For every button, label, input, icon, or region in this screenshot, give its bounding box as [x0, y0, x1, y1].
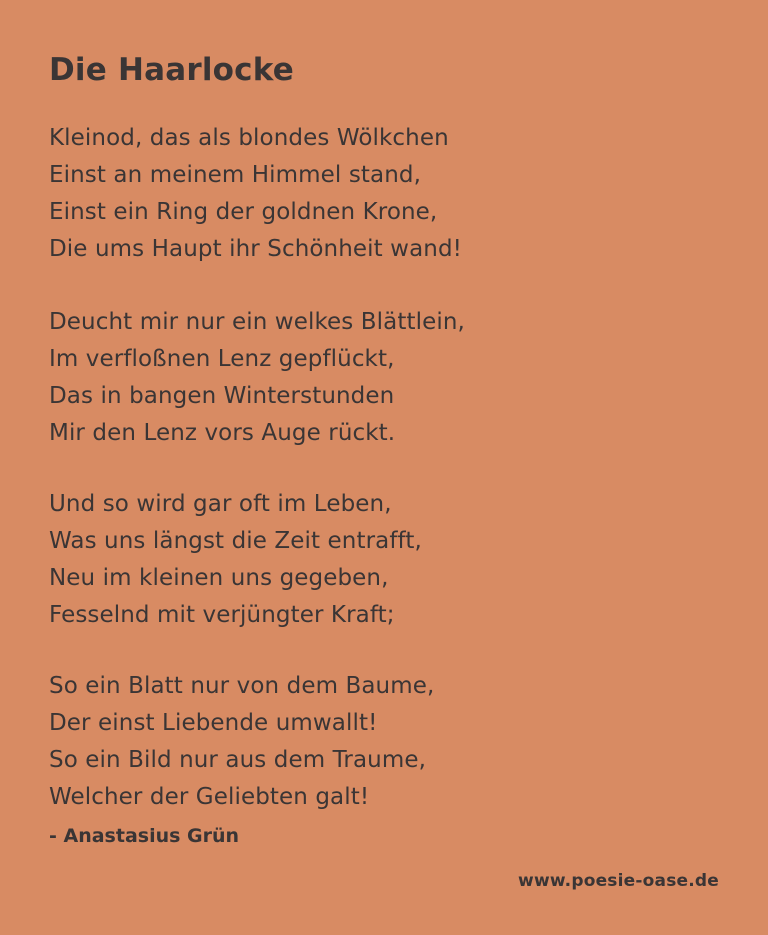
poem-line: Fesselnd mit verjüngter Kraft; — [49, 602, 395, 628]
poem-line: Die ums Haupt ihr Schönheit wand! — [49, 236, 462, 262]
poem-author: - Anastasius Grün — [49, 825, 240, 847]
poem-line: Das in bangen Winterstunden — [49, 383, 395, 409]
poem-title: Die Haarlocke — [49, 52, 294, 88]
poem-line: Mir den Lenz vors Auge rückt. — [49, 420, 396, 446]
website-credit: www.poesie-oase.de — [518, 871, 719, 891]
poem-line: Und so wird gar oft im Leben, — [49, 491, 392, 517]
stanza-4 — [49, 668, 434, 816]
poem-line: Kleinod, das als blondes Wölkchen — [49, 125, 449, 151]
poem-line: Deucht mir nur ein welkes Blättlein, — [49, 309, 465, 335]
stanza-3 — [49, 486, 422, 634]
poem-line: Einst ein Ring der goldnen Krone, — [49, 199, 438, 225]
poem-line: Neu im kleinen uns gegeben, — [49, 565, 389, 591]
poem-line: So ein Bild nur aus dem Traume, — [49, 747, 426, 773]
poem-line: Welcher der Geliebten galt! — [49, 784, 370, 810]
stanza-1 — [49, 120, 462, 268]
poem-line: Im verfloßnen Lenz gepflückt, — [49, 346, 395, 372]
stanza-2 — [49, 304, 465, 452]
poem-line: So ein Blatt nur von dem Baume, — [49, 673, 435, 699]
poem-line: Einst an meinem Himmel stand, — [49, 162, 422, 188]
poem-line: Der einst Liebende umwallt! — [49, 710, 378, 736]
poem-line: Was uns längst die Zeit entrafft, — [49, 528, 422, 554]
